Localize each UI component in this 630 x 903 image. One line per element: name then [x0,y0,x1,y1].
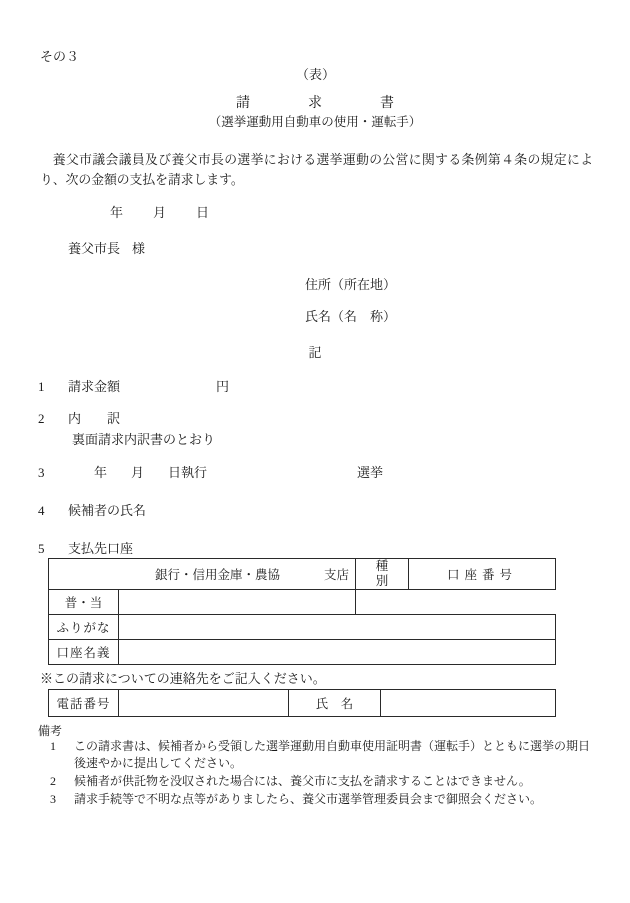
remark-number: 3 [50,792,56,806]
item-1-label: 請求金額 [68,379,121,394]
title-char-1: 請 [236,96,250,111]
date-line [110,202,209,221]
signer-address-label: 住所（所在地） [305,277,397,292]
title-char-3: 書 [380,96,394,111]
contact-name-label: 氏 名 [289,690,381,717]
furigana-value[interactable] [119,615,556,640]
item-3-month-label: 月 [131,465,145,480]
item-1-unit: 円 [216,379,230,394]
remark-text: 請求手続等で不明な点等がありましたら、養父市選挙管理委員会まで御照会ください。 [74,792,543,806]
item-2-number: 2 [38,411,45,426]
item-3-election-date [38,462,383,481]
item-2-subtext: 裏面請求内訳書のとおり [72,432,216,447]
bank-account-table [48,558,556,665]
account-name-label: 口座名義 [49,640,119,665]
contact-notice: ※この請求についての連絡先をご記入ください。 [40,671,326,686]
item-5-label: 支払先口座 [68,541,134,556]
ki-mark: 記 [308,345,322,360]
account-number-header [409,559,556,590]
phone-value[interactable] [119,690,289,717]
date-day-label: 日 [196,205,210,220]
account-kind-header-line2: 別 [375,574,389,588]
bank-type-label: 銀行・信用金庫・農協 [154,568,280,582]
document-number: その３ [40,49,80,64]
account-kind-value[interactable]: 普・当 [49,590,119,615]
item-3-day-exec-label: 日執行 [168,465,208,480]
table-row [49,590,556,615]
document-subtitle: （選挙運動用自動車の使用・運転手） [208,115,422,129]
item-5-number: 5 [38,541,45,556]
account-number-value[interactable] [119,590,356,615]
addressee-honorific: 様 [132,241,146,256]
list-item [38,791,598,808]
title-char-2: 求 [308,96,322,111]
account-kind-header [356,559,409,590]
addressee-name: 養父市長 [68,241,121,256]
remark-number: 1 [50,739,56,753]
item-3-number: 3 [38,465,45,480]
table-row [49,640,556,665]
furigana-label: ふりがな [49,615,119,640]
branch-label: 支店 [323,568,349,582]
table-row [49,615,556,640]
item-4-label: 候補者の氏名 [68,503,147,518]
item-2-label: 内 訳 [68,411,121,426]
list-item [38,773,598,790]
remarks-list [38,738,598,809]
list-item [38,738,598,772]
item-1-number: 1 [38,379,45,394]
remark-text: 候補者が供託物を没収された場合には、養父市に支払を請求することはできません。 [74,774,531,788]
item-3-year-label: 年 [94,465,108,480]
item-4-number: 4 [38,503,45,518]
bank-branch-cell[interactable] [49,559,356,590]
account-name-value[interactable] [119,640,556,665]
phone-label: 電話番号 [49,690,119,717]
account-kind-header-line1: 種 [375,559,389,573]
side-mark: （表） [296,67,336,82]
date-month-label: 月 [153,205,167,220]
item-5-payment-account [38,538,133,557]
account-number-header-text: 口座番号 [446,568,517,582]
contact-table [48,689,556,717]
item-3-election-label: 選挙 [357,465,384,480]
signer-name-label: 氏名（名 称） [305,309,397,324]
addressee [68,238,145,257]
item-2-breakdown [38,408,120,427]
remarks-title: 備考 [38,724,63,738]
remark-number: 2 [50,774,56,788]
table-row [49,690,556,717]
document-title [0,92,630,112]
date-year-label: 年 [110,205,124,220]
remark-text: この請求書は、候補者から受領した選挙運動用自動車使用証明書（運転手）とともに選挙の期日後速やかに提出してください。 [74,739,591,770]
contact-name-value[interactable] [381,690,556,717]
item-1-amount [38,376,229,395]
item-4-candidate-name [38,500,146,519]
intro-paragraph: 養父市議会議員及び養父市長の選挙における選挙運動の公営に関する条例第４条の規定により、次の金額の支払を請求します。 [40,153,593,187]
table-row [49,559,556,590]
